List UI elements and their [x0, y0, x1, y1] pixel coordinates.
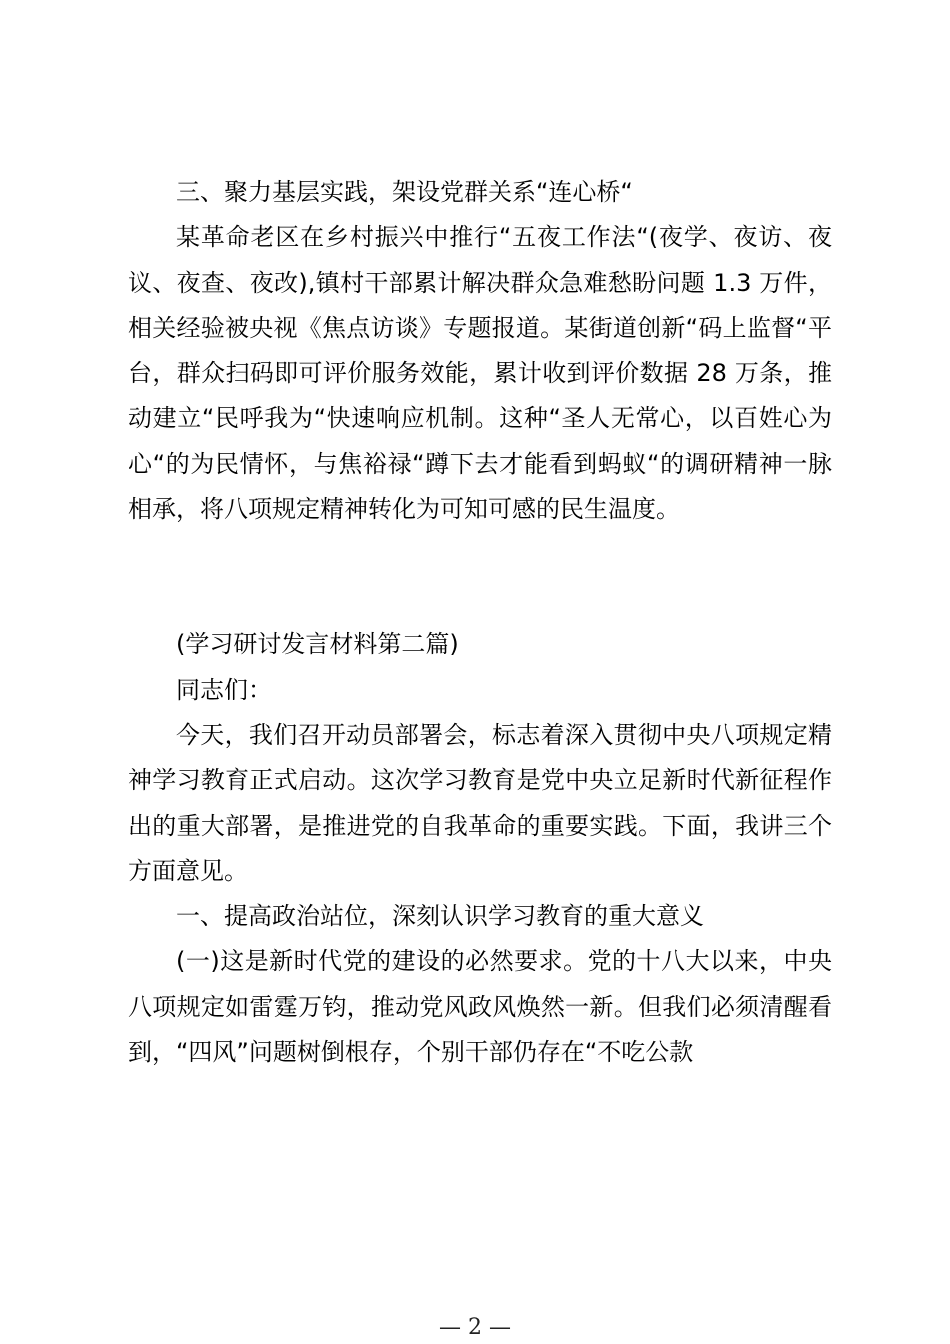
document-body	[128, 170, 832, 1075]
section-gap	[128, 532, 832, 622]
section-heading-one: 一、提高政治站位，深刻认识学习教育的重大意义	[176, 902, 704, 931]
section-heading-three: 三、聚力基层实践，架设党群关系“连心桥“	[176, 178, 633, 206]
document-title: (学习研讨发言材料第二篇)	[176, 630, 459, 659]
page-number: — 2 —	[439, 1315, 511, 1340]
body-paragraph: (一)这是新时代党的建设的必然要求。党的十八大以来，中央八项规定如雷霆万钧，推动党风政风焕然一新。但我们必须清醒看到，“四风”问题树倒根存，个别干部仍存在“不吃公款	[128, 947, 832, 1067]
intro-paragraph: 今天，我们召开动员部署会，标志着深入贯彻中央八项规定精神学习教育正式启动。这次学习教育是党中央立足新时代新征程作出的重大部署，是推进党的自我革命的重要实践。下面，我讲三个方面意见。	[128, 720, 832, 885]
body-paragraph: 某革命老区在乡村振兴中推行“五夜工作法“(夜学、夜访、夜议、夜查、夜改),镇村干部累计解决群众急难愁盼问题 1.3 万件，相关经验被央视《焦点访谈》专题报道。某街道创新“码上监督“平台，群众扫码即可评价服务效能，累计收到评价数据 28 万条，推动建立“民呼我为“快速响应机制。这种“圣人无常心，以百姓心为心“的为民情怀，与焦裕禄“蹲下去才能看到蚂蚁“的调研精神一脉相承，将八项规定精神转化为可知可感的民生温度。	[128, 223, 832, 524]
salutation: 同志们：	[176, 675, 272, 704]
